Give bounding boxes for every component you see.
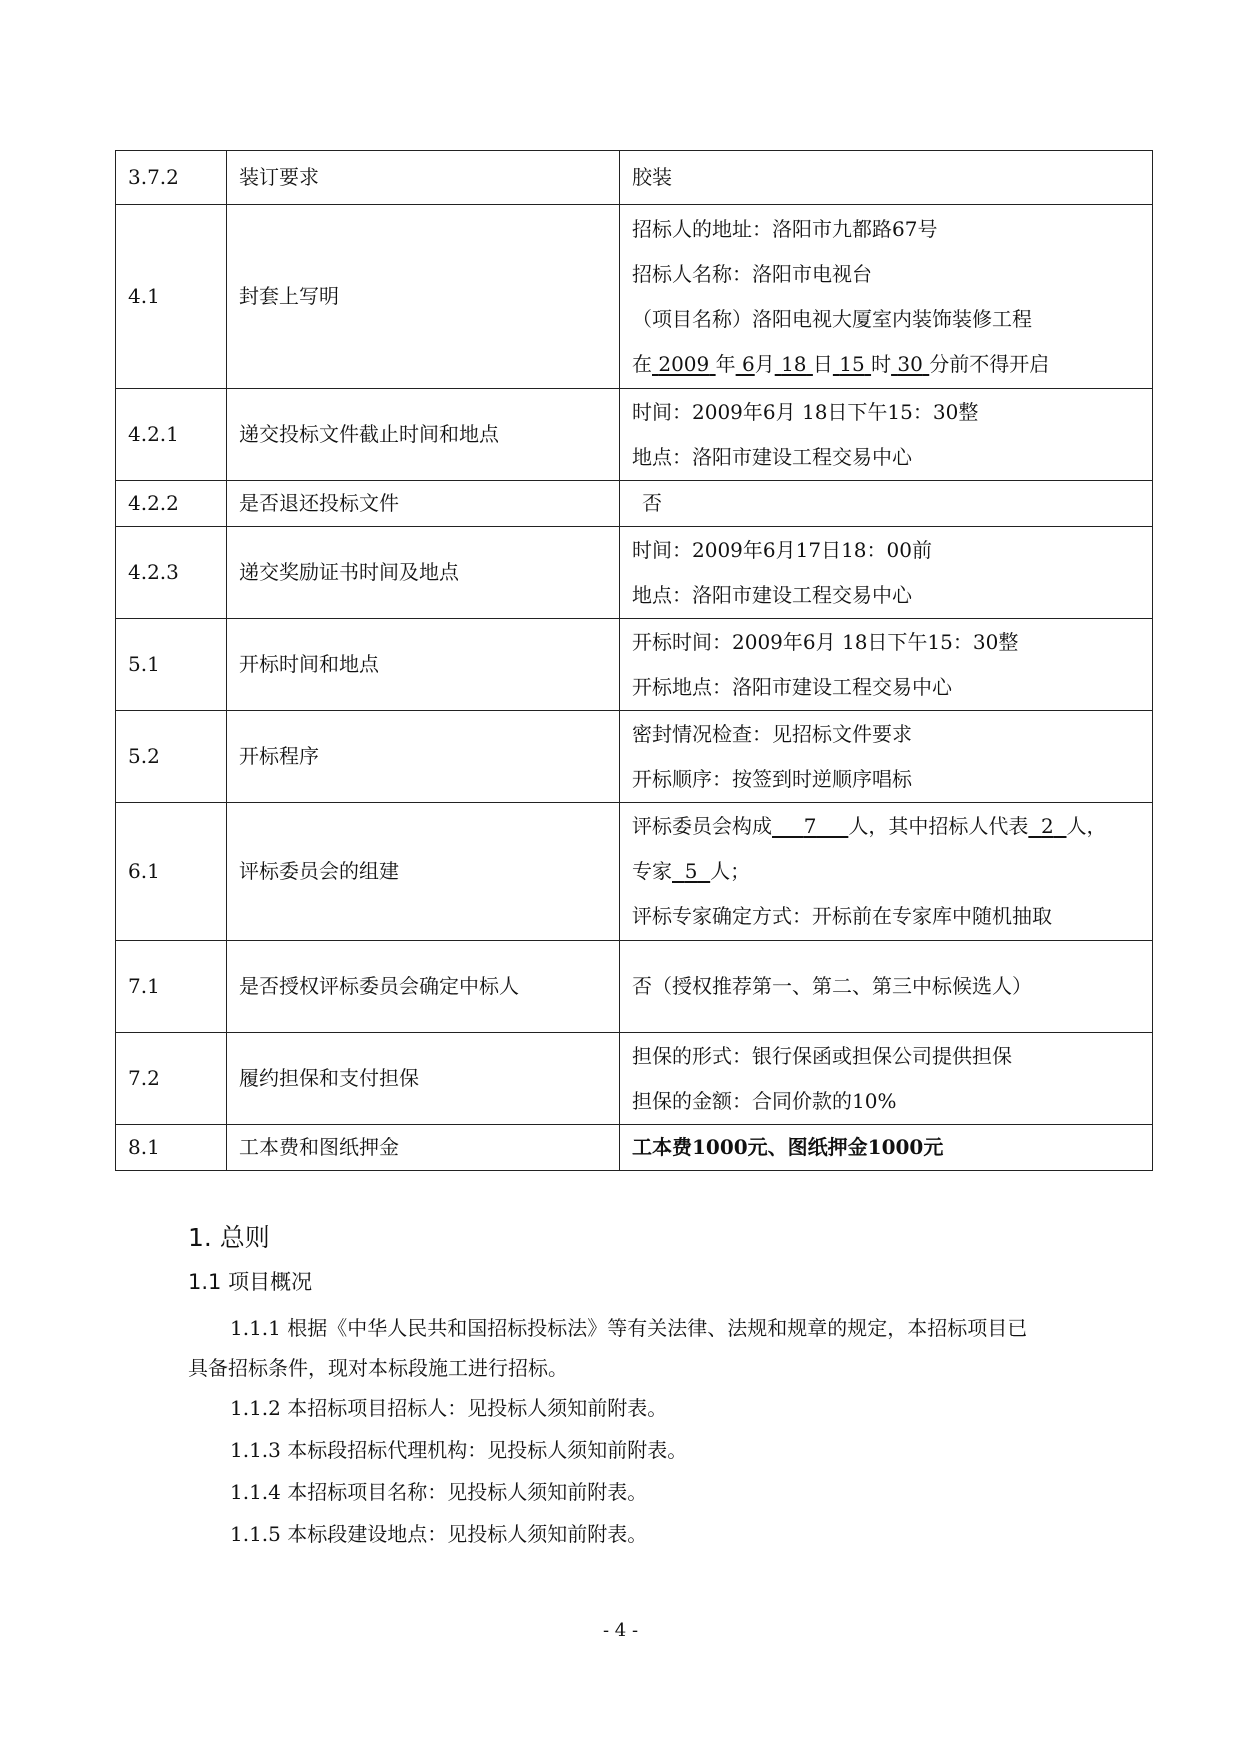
text: 分前不得开启	[929, 351, 1050, 376]
experts-value: 5	[684, 859, 698, 883]
row-content	[620, 1125, 1153, 1171]
table-row	[116, 619, 1153, 711]
hour-value: 15	[839, 351, 865, 376]
content-line: 时间：2009年6月17日18：00前	[632, 537, 932, 562]
day-blank	[775, 352, 813, 376]
row-item: 开标时间和地点	[227, 619, 620, 711]
content-line: 地点：洛阳市建设工程交易中心	[632, 444, 912, 469]
row-content	[620, 389, 1153, 481]
row-number: 4.2.1	[116, 389, 227, 481]
paragraph-1-1-5: 1.1.5 本标段建设地点：见投标人须知前附表。	[230, 1522, 648, 1546]
content-line: 开标地点：洛阳市建设工程交易中心	[632, 674, 952, 699]
text: 年	[715, 351, 736, 376]
paragraph-1-1-1-line-1: 1.1.1 根据《中华人民共和国招标投标法》等有关法律、法规和规章的规定，本招标项目已	[230, 1316, 1028, 1340]
minute-value: 30	[897, 351, 923, 376]
table-row	[116, 527, 1153, 619]
experts-line	[632, 849, 1142, 894]
content-line: 开标顺序：按签到时逆顺序唱标	[632, 766, 912, 791]
text: 日	[812, 351, 833, 376]
rep-blank	[1028, 814, 1066, 838]
text: 评标委员会构成	[632, 814, 772, 838]
row-content	[620, 941, 1153, 1033]
table-row	[116, 151, 1153, 205]
paragraph-1-1-3: 1.1.3 本标段招标代理机构：见投标人须知前附表。	[230, 1438, 688, 1462]
row-number: 7.1	[116, 941, 227, 1033]
text: 专家	[632, 859, 672, 883]
row-item: 工本费和图纸押金	[227, 1125, 620, 1171]
row-content	[620, 803, 1153, 941]
row-number: 4.2.2	[116, 481, 227, 527]
total-blank	[772, 814, 848, 838]
row-content	[620, 481, 1153, 527]
table-row	[116, 389, 1153, 481]
section-heading: 1. 总则	[188, 1223, 270, 1252]
row-item: 履约担保和支付担保	[227, 1033, 620, 1125]
content-line: 胶装	[632, 165, 672, 189]
table-row	[116, 941, 1153, 1033]
row-number: 8.1	[116, 1125, 227, 1171]
row-number: 7.2	[116, 1033, 227, 1125]
content-line: 担保的金额：合同价款的10%	[632, 1088, 897, 1113]
table-row	[116, 1125, 1153, 1171]
row-item: 是否授权评标委员会确定中标人	[227, 941, 620, 1033]
rep-value: 2	[1041, 814, 1054, 838]
content-line: 开标时间：2009年6月 18日下午15：30整	[632, 629, 1019, 654]
bid-info-table	[115, 150, 1153, 1171]
row-number: 4.1	[116, 205, 227, 389]
day-value: 18	[781, 351, 807, 376]
content-line: 时间：2009年6月 18日下午15：30整	[632, 399, 979, 424]
content-line: 评标专家确定方式：开标前在专家库中随机抽取	[632, 904, 1052, 928]
year-blank	[652, 352, 716, 376]
row-content	[620, 527, 1153, 619]
year-value: 2009	[658, 351, 710, 376]
row-number: 6.1	[116, 803, 227, 941]
content-line: 招标人的地址：洛阳市九都路67号	[632, 216, 938, 241]
row-content	[620, 711, 1153, 803]
text: 在	[632, 351, 652, 376]
paragraph-1-1-2: 1.1.2 本招标项目招标人：见投标人须知前附表。	[230, 1396, 668, 1420]
content-line: 密封情况检查：见招标文件要求	[632, 721, 912, 746]
table-row	[116, 711, 1153, 803]
row-number: 3.7.2	[116, 151, 227, 205]
row-number: 5.2	[116, 711, 227, 803]
table-row	[116, 205, 1153, 389]
row-item: 递交投标文件截止时间和地点	[227, 389, 620, 481]
text: 时	[871, 351, 892, 376]
month-blank	[736, 352, 755, 376]
content-line: 担保的形式：银行保函或担保公司提供担保	[632, 1043, 1012, 1068]
row-item: 递交奖励证书时间及地点	[227, 527, 620, 619]
table-row	[116, 1033, 1153, 1125]
row-item: 装订要求	[227, 151, 620, 205]
row-item: 是否退还投标文件	[227, 481, 620, 527]
table-row	[116, 803, 1153, 941]
content-line: 地点：洛阳市建设工程交易中心	[632, 582, 912, 607]
content-line: 否（授权推荐第一、第二、第三中标候选人）	[632, 974, 1032, 998]
total-value: 7	[803, 814, 817, 838]
paragraph-1-1-4: 1.1.4 本招标项目名称：见投标人须知前附表。	[230, 1480, 648, 1504]
deadline-line	[632, 342, 1142, 387]
paragraph-1-1-1-line-2: 具备招标条件，现对本标段施工进行招标。	[188, 1356, 568, 1380]
experts-blank	[672, 859, 710, 883]
table-row	[116, 481, 1153, 527]
row-content	[620, 1033, 1153, 1125]
minute-blank	[891, 352, 929, 376]
row-content	[620, 619, 1153, 711]
row-content	[620, 205, 1153, 389]
row-number: 4.2.3	[116, 527, 227, 619]
content-line: 招标人名称：洛阳市电视台	[632, 261, 872, 286]
row-item: 评标委员会的组建	[227, 803, 620, 941]
row-number: 5.1	[116, 619, 227, 711]
content-line: （项目名称）洛阳电视大厦室内装饰装修工程	[632, 306, 1032, 331]
hour-blank	[833, 352, 871, 376]
text: 人，其中招标人代表	[848, 814, 1029, 838]
row-item: 封套上写明	[227, 205, 620, 389]
content-line: 否	[642, 491, 662, 515]
text: 人；	[710, 859, 751, 883]
text: 月	[754, 351, 775, 376]
text: 人，	[1066, 814, 1107, 838]
subsection-heading: 1.1 项目概况	[188, 1270, 313, 1294]
row-content	[620, 151, 1153, 205]
page-number: - 4 -	[602, 1620, 639, 1641]
month-value: 6	[741, 351, 755, 376]
committee-line	[632, 804, 1142, 849]
row-item: 开标程序	[227, 711, 620, 803]
content-line: 工本费1000元、图纸押金1000元	[632, 1135, 944, 1159]
